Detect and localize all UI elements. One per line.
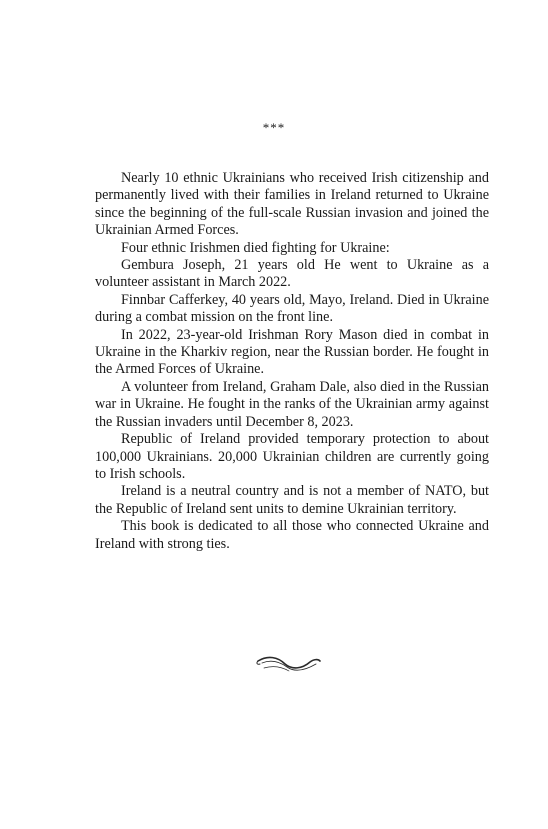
paragraph: Four ethnic Irishmen died fighting for Ukraine: [121, 239, 390, 256]
flourish-ornament-icon [254, 653, 324, 675]
paragraph: Gembura Joseph, 21 years old He went to Ukraine as a volunteer assistant in March 2022. [95, 257, 489, 291]
paragraph: Finnbar Cafferkey, 40 years old, Mayo, Ireland. Died in Ukraine during a combat mission on the front line. [95, 291, 489, 326]
paragraph: This book is dedicated to all those who connected Ukraine and Ireland with strong ties. [95, 518, 489, 552]
section-separator: *** [262, 120, 286, 135]
paragraph: A volunteer from Ireland, Graham Dale, also died in the Russian war in Ukraine. He fought in the ranks of the Ukrainian army against the Russian invaders until December 8, 2023. [95, 378, 489, 430]
paragraph: Nearly 10 ethnic Ukrainians who received Irish citizenship and permanently lived with their families in Ireland returned to Ukraine since the beginning of the full-scale Russian invasion and joined the Ukrainian Armed Forces. [95, 170, 489, 239]
paragraph: Republic of Ireland provided temporary protection to about 100,000 Ukrainians. 20,000 Ukrainian children are currently going to Irish schools. [95, 431, 489, 482]
paragraph: Ireland is a neutral country and is not a member of NATO, but the Republic of Ireland sent units to demine Ukrainian territory. [95, 483, 489, 517]
body-text [95, 170, 489, 553]
paragraph: In 2022, 23-year-old Irishman Rory Mason died in combat in Ukraine in the Kharkiv region, near the Russian border. He fought in the Armed Forces of Ukraine. [95, 326, 489, 378]
